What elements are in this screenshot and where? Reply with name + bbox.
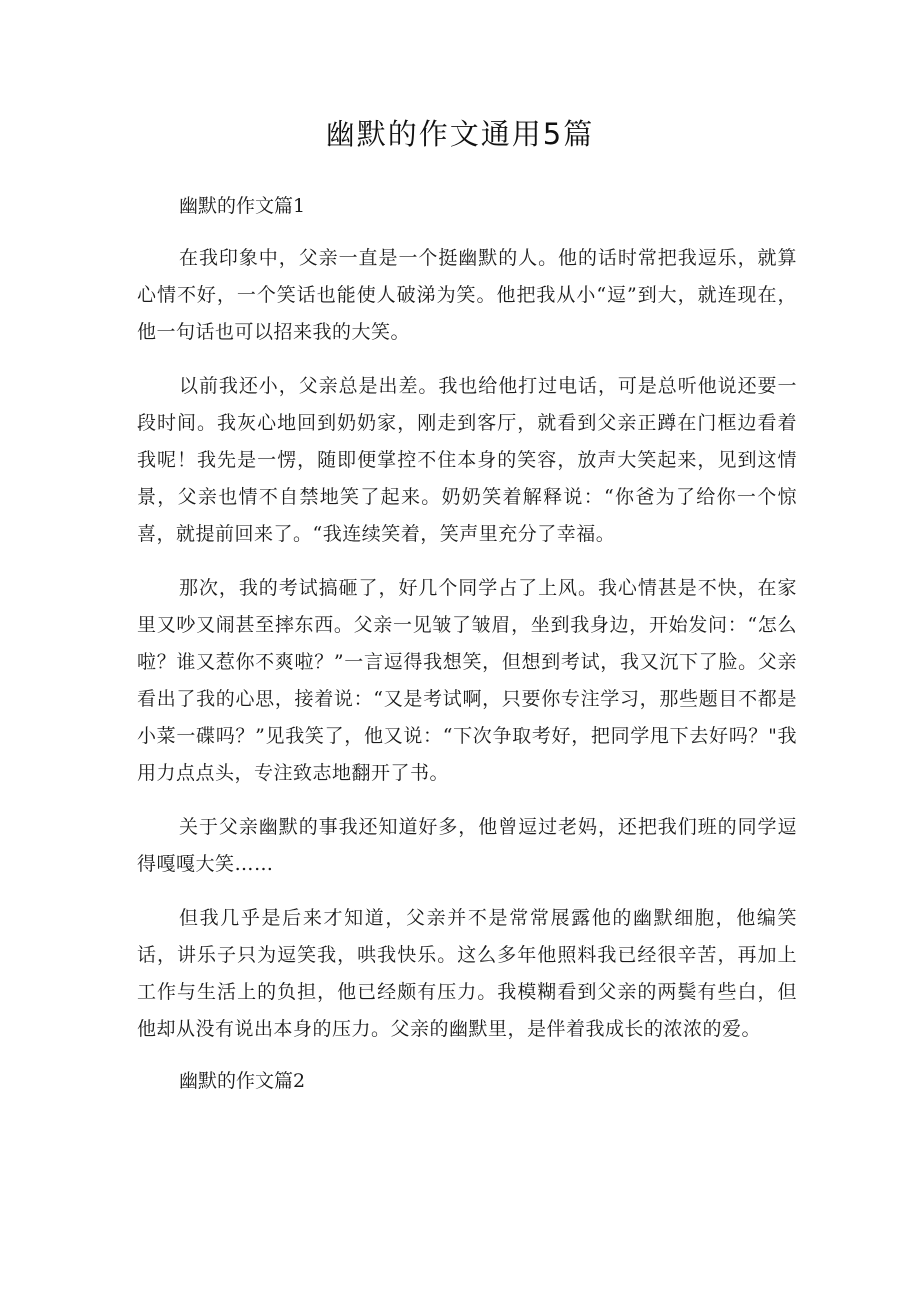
document-title: 幽默的作文通用5篇	[325, 117, 595, 151]
paragraph: 关于父亲幽默的事我还知道好多，他曾逗过老妈，还把我们班的同学逗得嘎嘎大笑……	[137, 816, 797, 875]
paragraph: 但我几乎是后来才知道，父亲并不是常常展露他的幽默细胞，他编笑话，讲乐子只为逗笑我，哄我快乐。这么多年他照料我已经很辛苦，再加上工作与生活上的负担，他已经颇有压力。我模糊看到父亲的两鬓有些白，但他却从没有说出本身的压力。父亲的幽默里，是伴着我成长的浓浓的爱。	[137, 907, 797, 1040]
document-body	[137, 190, 797, 1115]
paragraph: 在我印象中，父亲一直是一个挺幽默的人。他的话时常把我逗乐，就算心情不好，一个笑话也能使人破涕为笑。他把我从小“逗”到大，就连现在，他一句话也可以招来我的大笑。	[137, 247, 797, 343]
paragraph: 那次，我的考试搞砸了，好几个同学占了上风。我心情甚是不快，在家里又吵又闹甚至摔东西。父亲一见皱了皱眉，坐到我身边，开始发问：“怎么啦？谁又惹你不爽啦？”一言逗得我想笑，但想到考试，我又沉下了脸。父亲看出了我的心思，接着说：“又是考试啊，只要你专注学习，那些题目不都是小菜一碟吗？”见我笑了，他又说：“下次争取考好，把同学甩下去好吗？"我用力点点头，专注致志地翻开了书。	[137, 577, 797, 784]
section-heading: 幽默的作文篇1	[179, 195, 306, 217]
paragraph: 以前我还小，父亲总是出差。我也给他打过电话，可是总听他说还要一段时间。我灰心地回到奶奶家，刚走到客厅，就看到父亲正蹲在门框边看着我呢！我先是一愣，随即便掌控不住本身的笑容，放声大笑起来，见到这情景，父亲也情不自禁地笑了起来。奶奶笑着解释说：“你爸为了给你一个惊喜，就提前回来了。“我连续笑着，笑声里充分了幸福。	[137, 375, 797, 545]
section-heading: 幽默的作文篇2	[179, 1070, 306, 1092]
